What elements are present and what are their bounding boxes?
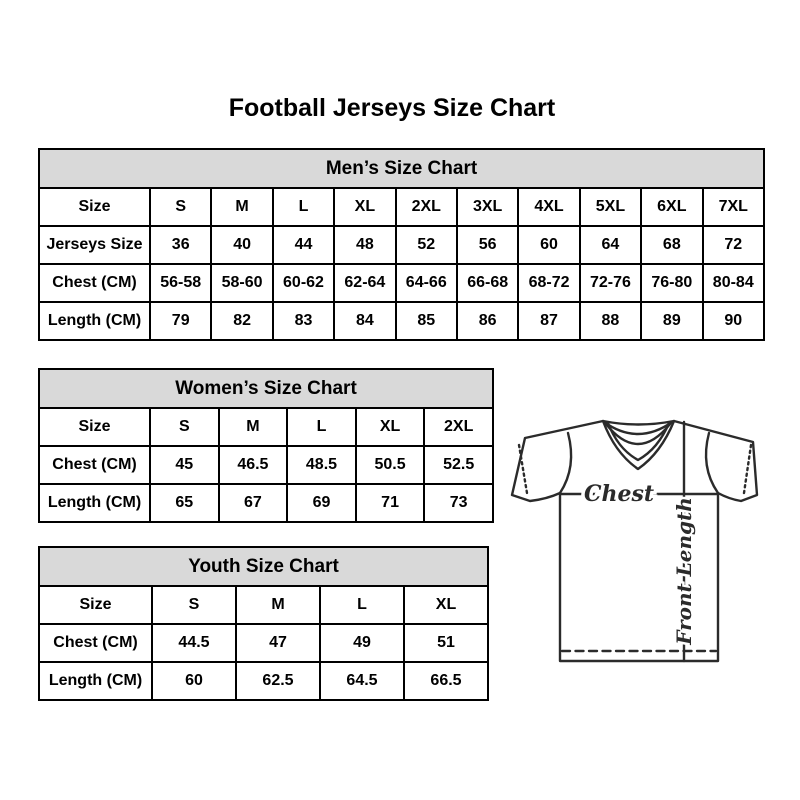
- row-label-cell: Chest (CM): [39, 446, 150, 484]
- value-cell: 80-84: [703, 264, 764, 302]
- table-row: [39, 188, 764, 226]
- youth-table-body: [39, 586, 488, 700]
- row-label-cell: Length (CM): [39, 662, 152, 700]
- value-cell: 88: [580, 302, 641, 340]
- table-row: [39, 586, 488, 624]
- table-row: [39, 264, 764, 302]
- value-cell: S: [152, 586, 236, 624]
- value-cell: 73: [424, 484, 493, 522]
- value-cell: XL: [404, 586, 488, 624]
- value-cell: 83: [273, 302, 334, 340]
- value-cell: 68: [641, 226, 702, 264]
- value-cell: 68-72: [518, 264, 579, 302]
- value-cell: 7XL: [703, 188, 764, 226]
- value-cell: 66.5: [404, 662, 488, 700]
- page-title: Football Jerseys Size Chart: [228, 94, 556, 122]
- table-row: [39, 624, 488, 662]
- value-cell: M: [219, 408, 288, 446]
- value-cell: 58-60: [211, 264, 272, 302]
- value-cell: 45: [150, 446, 219, 484]
- value-cell: 48: [334, 226, 395, 264]
- value-cell: 60: [518, 226, 579, 264]
- value-cell: 82: [211, 302, 272, 340]
- value-cell: 52.5: [424, 446, 493, 484]
- mens-table-body: [39, 188, 764, 340]
- womens-table-header: [39, 369, 493, 408]
- value-cell: 87: [518, 302, 579, 340]
- chest-label: Chest: [583, 481, 655, 507]
- row-label-cell: Size: [39, 408, 150, 446]
- row-label-cell: Length (CM): [39, 484, 150, 522]
- value-cell: 69: [287, 484, 356, 522]
- jersey-measurement-diagram: [505, 409, 770, 674]
- womens-table-body: [39, 408, 493, 522]
- mens-table-title: Men’s Size Chart: [39, 149, 764, 188]
- value-cell: 64: [580, 226, 641, 264]
- value-cell: 6XL: [641, 188, 702, 226]
- youth-size-chart: [38, 546, 489, 701]
- value-cell: 44: [273, 226, 334, 264]
- value-cell: 79: [150, 302, 211, 340]
- value-cell: 56: [457, 226, 518, 264]
- value-cell: 49: [320, 624, 404, 662]
- value-cell: 62-64: [334, 264, 395, 302]
- value-cell: 47: [236, 624, 320, 662]
- row-label-cell: Chest (CM): [39, 624, 152, 662]
- value-cell: 66-68: [457, 264, 518, 302]
- value-cell: XL: [334, 188, 395, 226]
- value-cell: L: [320, 586, 404, 624]
- table-row: [39, 662, 488, 700]
- value-cell: 72-76: [580, 264, 641, 302]
- value-cell: 71: [356, 484, 425, 522]
- value-cell: 48.5: [287, 446, 356, 484]
- value-cell: S: [150, 408, 219, 446]
- value-cell: 89: [641, 302, 702, 340]
- value-cell: 44.5: [152, 624, 236, 662]
- youth-table-title: Youth Size Chart: [39, 547, 488, 586]
- value-cell: 65: [150, 484, 219, 522]
- value-cell: 85: [396, 302, 457, 340]
- table-title-row: [39, 149, 764, 188]
- value-cell: XL: [356, 408, 425, 446]
- value-cell: L: [273, 188, 334, 226]
- value-cell: 62.5: [236, 662, 320, 700]
- value-cell: 64.5: [320, 662, 404, 700]
- row-label-cell: Length (CM): [39, 302, 150, 340]
- value-cell: 4XL: [518, 188, 579, 226]
- value-cell: 5XL: [580, 188, 641, 226]
- row-label-cell: Jerseys Size: [39, 226, 150, 264]
- value-cell: 84: [334, 302, 395, 340]
- row-label-cell: Size: [39, 188, 150, 226]
- value-cell: 2XL: [424, 408, 493, 446]
- mens-size-chart: [38, 148, 765, 341]
- value-cell: 50.5: [356, 446, 425, 484]
- value-cell: 2XL: [396, 188, 457, 226]
- value-cell: 36: [150, 226, 211, 264]
- value-cell: 67: [219, 484, 288, 522]
- value-cell: 46.5: [219, 446, 288, 484]
- value-cell: 60-62: [273, 264, 334, 302]
- value-cell: 60: [152, 662, 236, 700]
- front-length-label: Front Length: [672, 497, 696, 645]
- value-cell: 90: [703, 302, 764, 340]
- value-cell: 52: [396, 226, 457, 264]
- value-cell: 86: [457, 302, 518, 340]
- table-title-row: [39, 547, 488, 586]
- womens-table-title: Women’s Size Chart: [39, 369, 493, 408]
- row-label-cell: Chest (CM): [39, 264, 150, 302]
- value-cell: M: [236, 586, 320, 624]
- value-cell: 3XL: [457, 188, 518, 226]
- value-cell: 76-80: [641, 264, 702, 302]
- value-cell: S: [150, 188, 211, 226]
- table-row: [39, 408, 493, 446]
- table-row: [39, 226, 764, 264]
- table-title-row: [39, 369, 493, 408]
- womens-size-chart: [38, 368, 494, 523]
- value-cell: M: [211, 188, 272, 226]
- value-cell: 40: [211, 226, 272, 264]
- mens-table-header: [39, 149, 764, 188]
- table-row: [39, 446, 493, 484]
- value-cell: 56-58: [150, 264, 211, 302]
- value-cell: 72: [703, 226, 764, 264]
- value-cell: 51: [404, 624, 488, 662]
- table-row: [39, 302, 764, 340]
- youth-table-header: [39, 547, 488, 586]
- row-label-cell: Size: [39, 586, 152, 624]
- value-cell: 64-66: [396, 264, 457, 302]
- value-cell: L: [287, 408, 356, 446]
- table-row: [39, 484, 493, 522]
